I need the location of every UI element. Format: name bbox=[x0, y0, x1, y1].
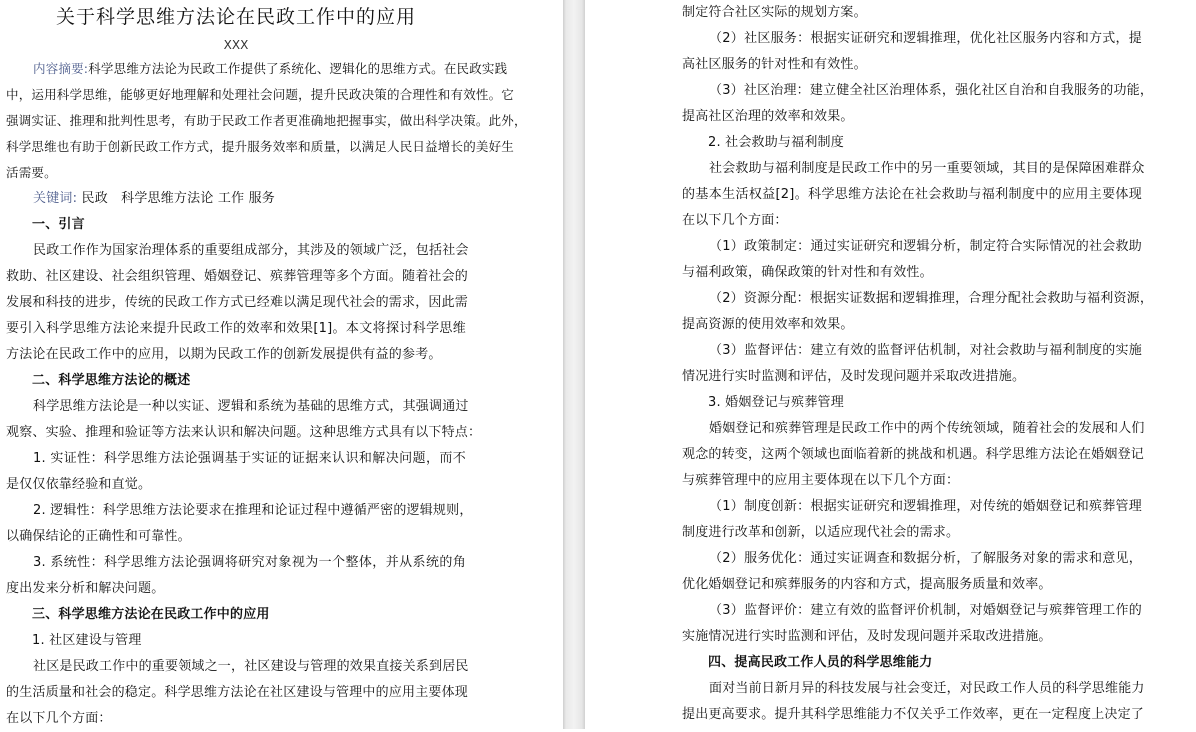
subsection-heading: 3. 婚姻登记与殡葬管理 bbox=[708, 395, 844, 410]
section-heading: 一、引言 bbox=[32, 217, 85, 232]
paragraph-line: 1. 实证性：科学思维方法论强调基于实证的证据来认识和解决问题，而不 bbox=[33, 451, 466, 466]
paragraph-line: 方法论在民政工作中的应用，以期为民政工作的创新发展提供有益的参考。 bbox=[6, 347, 442, 362]
keywords-label: 关键词: bbox=[33, 191, 78, 206]
paragraph-line: 救助、社区建设、社会组织管理、婚姻登记、殡葬管理等多个方面。随着社会的 bbox=[6, 269, 469, 284]
paragraph-line: 优化婚姻登记和殡葬服务的内容和方式，提高服务质量和效率。 bbox=[682, 577, 1052, 592]
document-page-right[interactable] bbox=[585, 0, 1196, 729]
abstract-block bbox=[6, 56, 527, 186]
page-gap bbox=[563, 0, 585, 729]
keywords-text: 民政 科学思维方法论 工作 服务 bbox=[81, 191, 275, 206]
document-page-left[interactable] bbox=[0, 0, 563, 729]
paragraph-line: 制定符合社区实际的规划方案。 bbox=[682, 5, 867, 20]
paragraph-line: 提出更高要求。提升其科学思维能力不仅关乎工作效率，更在一定程度上决定了 bbox=[682, 707, 1145, 722]
paragraph-line: （2）资源分配：根据实证数据和逻辑推理，合理分配社会救助与福利资源， bbox=[709, 291, 1154, 306]
paragraph-line: 以确保结论的正确性和可靠性。 bbox=[6, 529, 191, 544]
paragraph-line: 提高社区治理的效率和效果。 bbox=[682, 109, 854, 124]
paragraph-line: 制度进行改革和创新，以适应现代社会的需求。 bbox=[682, 525, 960, 540]
paragraph-line: 发展和科技的进步，传统的民政工作方式已经难以满足现代社会的需求，因此需 bbox=[6, 295, 469, 310]
paragraph-line: 在以下几个方面： bbox=[6, 711, 112, 726]
abstract-line: 中，运用科学思维，能够更好地理解和处理社会问题，提升民政决策的合理性和有效性。它 bbox=[6, 87, 515, 102]
paragraph-line: 与福利政策，确保政策的针对性和有效性。 bbox=[682, 265, 933, 280]
paragraph-line: 婚姻登记和殡葬管理是民政工作中的两个传统领域，随着社会的发展和人们 bbox=[709, 421, 1145, 436]
paragraph-line: 情况进行实时监测和评估，及时发现问题并采取改进措施。 bbox=[682, 369, 1026, 384]
paragraph-line: 社区是民政工作中的重要领域之一，社区建设与管理的效果直接关系到居民 bbox=[33, 659, 469, 674]
abstract-first-line bbox=[6, 56, 508, 82]
paragraph-line: （3）监督评估：建立有效的监督评估机制，对社会救助与福利制度的实施 bbox=[709, 343, 1142, 358]
paragraph-line: 社会救助与福利制度是民政工作中的另一重要领域，其目的是保障困难群众 bbox=[709, 161, 1145, 176]
paragraph-line: （2）社区服务：根据实证研究和逻辑推理，优化社区服务内容和方式，提 bbox=[709, 31, 1142, 46]
paragraph-line: 科学思维方法论是一种以实证、逻辑和系统为基础的思维方式，其强调通过 bbox=[33, 399, 469, 414]
abstract-line: 活需要。 bbox=[6, 165, 57, 180]
abstract-line: 科学思维也有助于创新民政工作方式，提升服务效率和质量，以满足人民日益增长的美好生 bbox=[6, 139, 515, 154]
paragraph-line: 的基本生活权益[2]。科学思维方法论在社会救助与福利制度中的应用主要体现 bbox=[682, 187, 1142, 202]
paragraph-line: 高社区服务的针对性和有效性。 bbox=[682, 57, 867, 72]
section-heading: 四、提高民政工作人员的科学思维能力 bbox=[708, 655, 933, 670]
paragraph-line: 与殡葬管理中的应用主要体现在以下几个方面： bbox=[682, 473, 960, 488]
paragraph-line: 要引入科学思维方法论来提升民政工作的效率和效果[1]。本文将探讨科学思维 bbox=[6, 321, 466, 336]
abstract-line: 强调实证、推理和批判性思考，有助于民政工作者更准确地把握事实，做出科学决策。此外， bbox=[6, 113, 527, 128]
paragraph-line: （3）社区治理：建立健全社区治理体系，强化社区自治和自我服务的功能， bbox=[709, 83, 1154, 98]
paragraph-line: 的生活质量和社会的稳定。科学思维方法论在社区建设与管理中的应用主要体现 bbox=[6, 685, 469, 700]
paragraph-line: （1）制度创新：根据实证研究和逻辑推理，对传统的婚姻登记和殡葬管理 bbox=[709, 499, 1142, 514]
subsection-heading: 2. 社会救助与福利制度 bbox=[708, 135, 844, 150]
paragraph-line: 2. 逻辑性：科学思维方法论要求在推理和论证过程中遵循严密的逻辑规则， bbox=[33, 503, 473, 518]
paragraph-line: 3. 系统性：科学思维方法论强调将研究对象视为一个整体，并从系统的角 bbox=[33, 555, 466, 570]
paragraph-line: 民政工作作为国家治理体系的重要组成部分，其涉及的领域广泛，包括社会 bbox=[33, 243, 469, 258]
document-author: XXX bbox=[223, 38, 249, 52]
section-heading: 二、科学思维方法论的概述 bbox=[32, 373, 191, 388]
left-column bbox=[6, 0, 527, 732]
section-heading: 三、科学思维方法论在民政工作中的应用 bbox=[32, 607, 270, 622]
paragraph-line: 提高资源的使用效率和效果。 bbox=[682, 317, 854, 332]
abstract-label: 内容摘要: bbox=[33, 61, 89, 76]
abstract-lines bbox=[6, 82, 527, 186]
paragraph-line: 度出发来分析和解决问题。 bbox=[6, 581, 165, 596]
paragraph-line: 是仅仅依靠经验和直觉。 bbox=[6, 477, 152, 492]
right-body-text bbox=[682, 0, 1154, 728]
document-title: 关于科学思维方法论在民政工作中的应用 bbox=[55, 6, 416, 28]
paragraph-line: 在以下几个方面： bbox=[682, 213, 788, 228]
paragraph-line: 观念的转变，这两个领域也面临着新的挑战和机遇。科学思维方法论在婚姻登记 bbox=[682, 447, 1145, 462]
paragraph-line: 实施情况进行实时监测和评估，及时发现问题并采取改进措施。 bbox=[682, 629, 1052, 644]
right-column bbox=[682, 0, 1154, 728]
paragraph-line: 观察、实验、推理和验证等方法来认识和解决问题。这种思维方式具有以下特点： bbox=[6, 425, 482, 440]
paragraph-line: （3）监督评价：建立有效的监督评价机制，对婚姻登记与殡葬管理工作的 bbox=[709, 603, 1142, 618]
paragraph-line: （2）服务优化：通过实证调查和数据分析，了解服务对象的需求和意见， bbox=[709, 551, 1142, 566]
keywords-line bbox=[6, 186, 466, 212]
left-body-text bbox=[6, 212, 482, 732]
subsection-heading: 1. 社区建设与管理 bbox=[32, 633, 142, 648]
paragraph-line: （1）政策制定：通过实证研究和逻辑分析，制定符合实际情况的社会救助 bbox=[709, 239, 1142, 254]
paragraph-line: 面对当前日新月异的科技发展与社会变迁，对民政工作人员的科学思维能力 bbox=[709, 681, 1145, 696]
abstract-text: 科学思维方法论为民政工作提供了系统化、逻辑化的思维方式。在民政实践 bbox=[88, 61, 508, 76]
